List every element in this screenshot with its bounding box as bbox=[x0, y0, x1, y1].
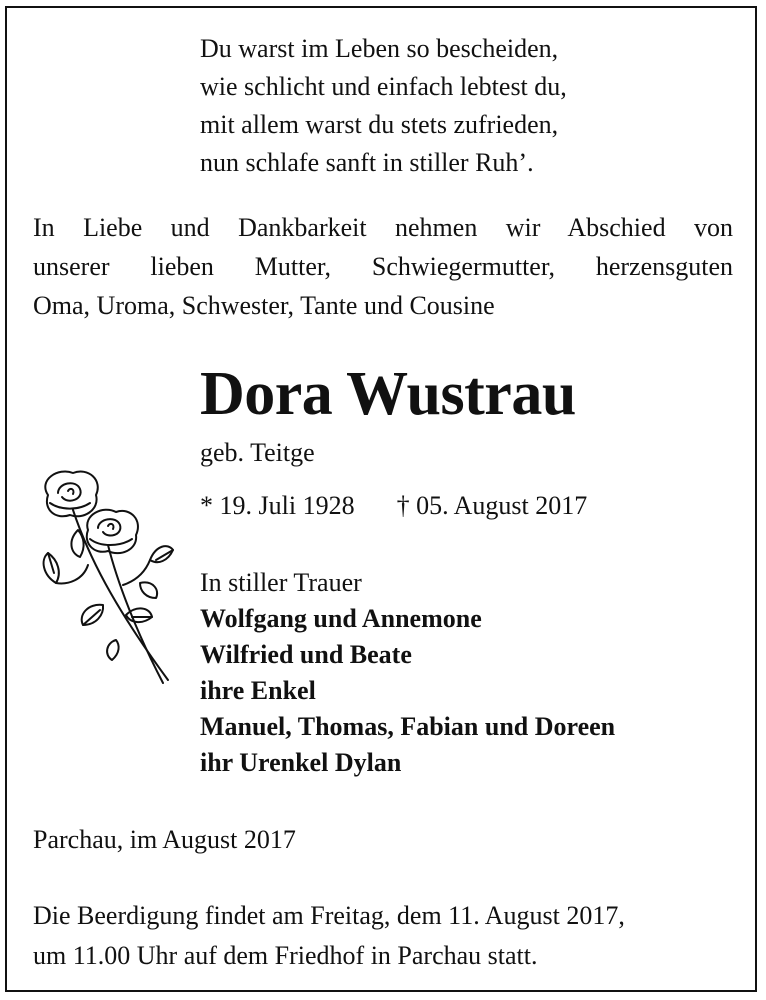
mourner-line: ihre Enkel bbox=[200, 676, 316, 705]
intro-line: unserer lieben Mutter, Schwiegermutter, herzensguten bbox=[33, 252, 733, 281]
death-date: † 05. August 2017 bbox=[396, 491, 588, 520]
mourners-heading: In stiller Trauer bbox=[200, 568, 362, 597]
mourner-line: Wolfgang und Annemone bbox=[200, 604, 482, 633]
intro-text bbox=[33, 208, 733, 325]
intro-line: In Liebe und Dankbarkeit nehmen wir Abschied von bbox=[33, 213, 733, 242]
place-date: Parchau, im August 2017 bbox=[33, 825, 296, 854]
life-dates bbox=[200, 489, 587, 523]
poem bbox=[200, 30, 567, 182]
poem-line: wie schlicht und einfach lebtest du, bbox=[200, 72, 567, 101]
mourner-line: ihr Urenkel Dylan bbox=[200, 748, 402, 777]
maiden-name: geb. Teitge bbox=[200, 438, 315, 467]
birth-date: * 19. Juli 1928 bbox=[200, 491, 355, 520]
mourners-block bbox=[200, 565, 615, 781]
rose-icon bbox=[28, 465, 178, 690]
funeral-info bbox=[33, 896, 625, 976]
mourner-line: Manuel, Thomas, Fabian und Doreen bbox=[200, 712, 616, 741]
poem-line: mit allem warst du stets zufrieden, bbox=[200, 110, 559, 139]
deceased-name: Dora Wustrau bbox=[200, 360, 576, 428]
poem-line: nun schlafe sanft in stiller Ruh’. bbox=[200, 148, 534, 177]
intro-line: Oma, Uroma, Schwester, Tante und Cousine bbox=[33, 291, 495, 320]
poem-line: Du warst im Leben so bescheiden, bbox=[200, 34, 559, 63]
mourner-line: Wilfried und Beate bbox=[200, 640, 412, 669]
funeral-line: um 11.00 Uhr auf dem Friedhof in Parchau statt. bbox=[33, 941, 538, 970]
funeral-line: Die Beerdigung findet am Freitag, dem 11. August 2017, bbox=[33, 901, 625, 930]
